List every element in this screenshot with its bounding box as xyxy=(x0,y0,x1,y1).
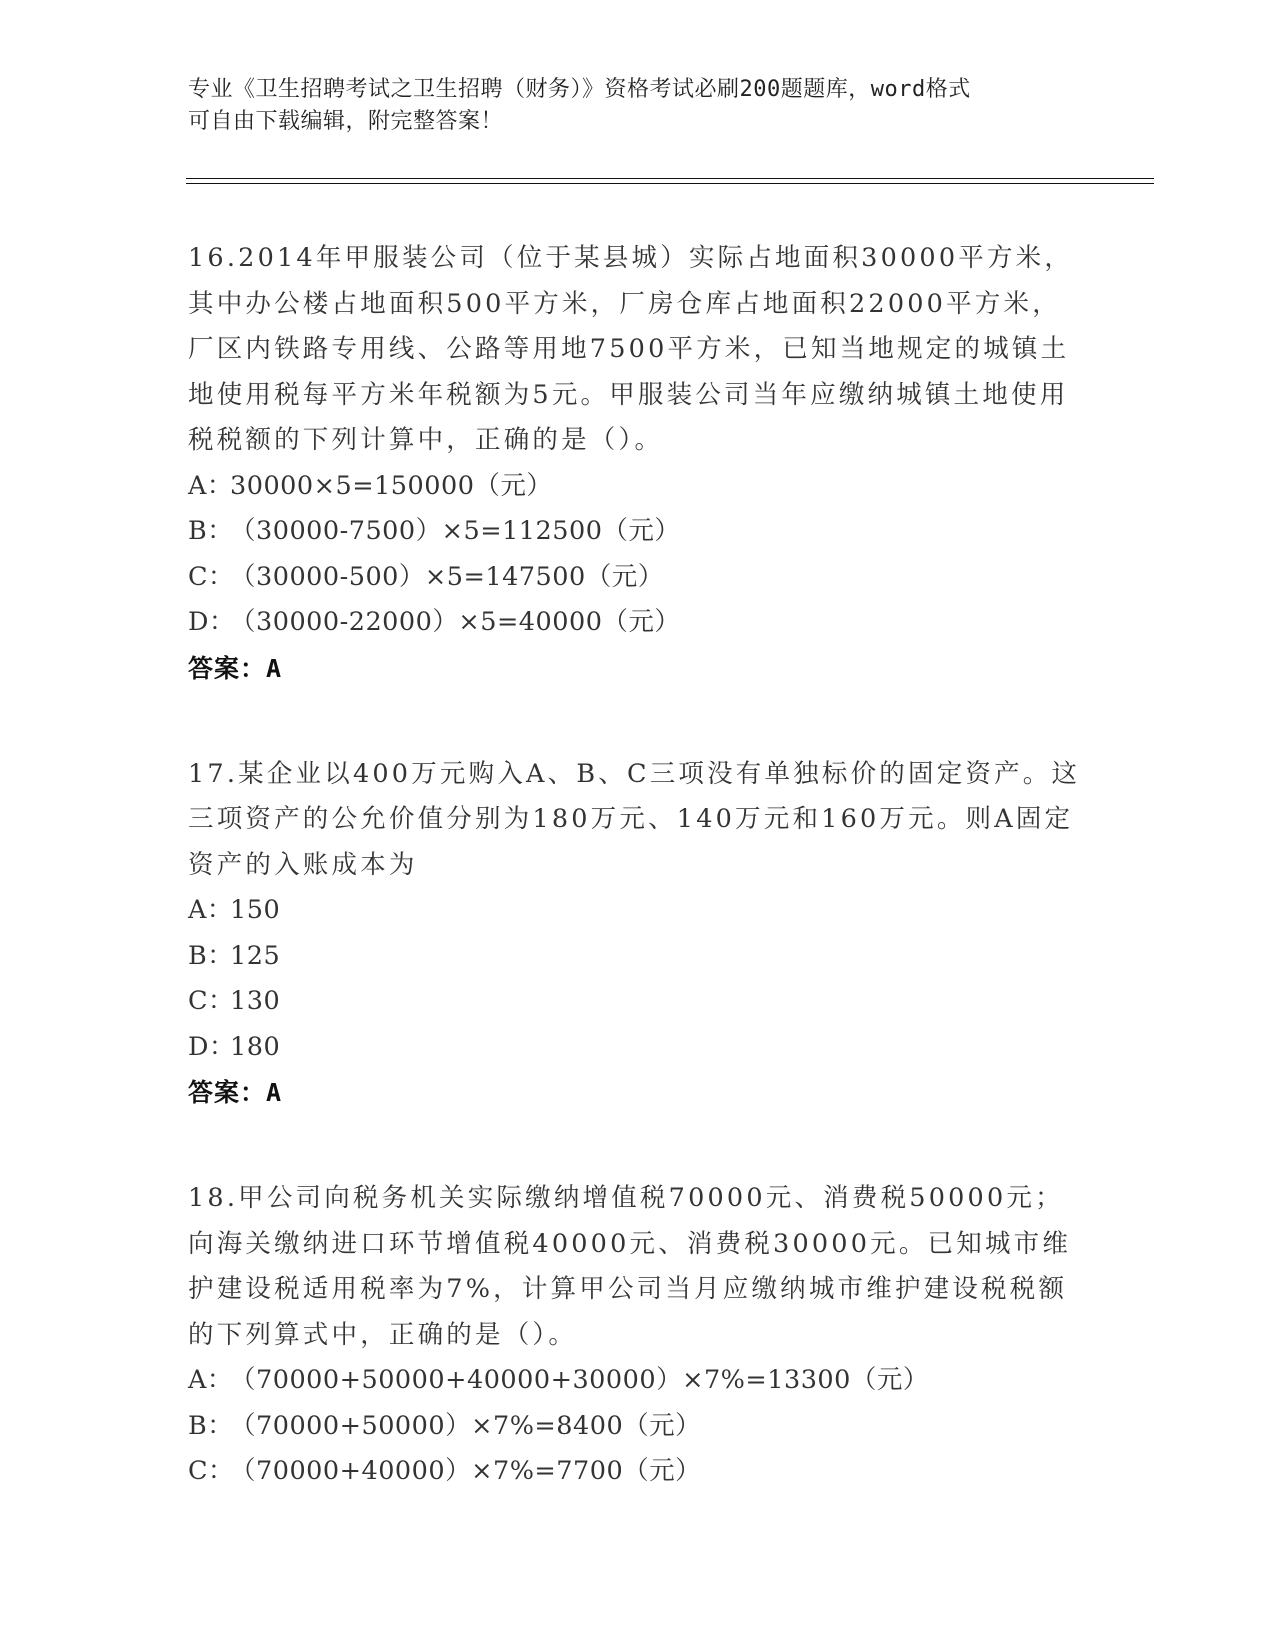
header-divider-bottom xyxy=(186,183,1154,184)
option-c xyxy=(188,555,1088,601)
option-b xyxy=(188,509,1088,555)
option-a xyxy=(188,888,1088,934)
option-letter: C： xyxy=(188,1456,235,1486)
option-text: 30000×5=150000（元） xyxy=(230,470,553,501)
option-letter: D： xyxy=(188,607,235,637)
answer-text: 答案：A xyxy=(188,653,283,683)
option-letter: A： xyxy=(188,1365,233,1395)
option-letter: D： xyxy=(188,1031,235,1062)
option-text: 150 xyxy=(230,895,281,925)
option-text: 180 xyxy=(230,1031,281,1062)
option-d xyxy=(188,600,1088,646)
question-16 xyxy=(188,236,1088,692)
answer-text: 答案：A xyxy=(188,1078,283,1107)
option-text: 130 xyxy=(230,986,281,1016)
question-17 xyxy=(188,752,1088,1117)
option-letter: C： xyxy=(188,986,235,1016)
question-stem: 18.甲公司向税务机关实际缴纳增值税70000元、消费税50000元；向海关缴纳进口环节增值税40000元、消费税30000元。已知城市维护建设税适用税率为7%，计算甲公司当月应缴纳城市维护建设税税额的下列算式中，正确的是（）。 xyxy=(188,1183,1072,1350)
option-text: （30000-7500）×5=112500（元） xyxy=(230,516,681,546)
option-letter: C： xyxy=(188,561,235,592)
page-header xyxy=(188,74,1068,138)
option-letter: B： xyxy=(188,1410,234,1441)
header-line-2: 可自由下载编辑，附完整答案！ xyxy=(188,109,504,134)
option-text: 125 xyxy=(230,940,281,971)
option-b xyxy=(188,1404,1088,1450)
question-stem: 17.某企业以400万元购入A、B、C三项没有单独标价的固定资产。这三项资产的公允价值分别为180万元、140万元和160万元。则A固定资产的入账成本为 xyxy=(188,758,1081,880)
option-a xyxy=(188,464,1088,510)
option-text: （70000+50000+40000+30000）×7%=13300（元） xyxy=(230,1365,929,1395)
option-letter: B： xyxy=(188,940,234,971)
option-text: （30000-500）×5=147500（元） xyxy=(230,561,664,592)
option-letter: B： xyxy=(188,516,234,546)
header-divider-top xyxy=(186,178,1154,179)
question-list xyxy=(188,236,1088,1555)
option-c xyxy=(188,979,1088,1025)
question-stem: 16.2014年甲服装公司（位于某县城）实际占地面积30000平方米，其中办公楼占地面积500平方米，厂房仓库占地面积22000平方米，厂区内铁路专用线、公路等用地7500平方米，已知当地规定的城镇土地使用税每平方米年税额为5元。甲服装公司当年应缴纳城镇土地使用税税额的下列计算中，正确的是（）。 xyxy=(188,243,1074,455)
option-text: （30000-22000）×5=40000（元） xyxy=(230,607,681,637)
option-d xyxy=(188,1025,1088,1071)
option-a xyxy=(188,1358,1088,1404)
option-b xyxy=(188,934,1088,980)
question-18 xyxy=(188,1176,1088,1495)
option-text: （70000+50000）×7%=8400（元） xyxy=(230,1410,702,1441)
option-letter: A： xyxy=(188,895,233,925)
option-c xyxy=(188,1449,1088,1495)
option-letter: A： xyxy=(188,470,233,501)
header-line-1: 专业《卫生招聘考试之卫生招聘（财务）》资格考试必刷200题题库，word格式 xyxy=(188,77,971,102)
option-text: （70000+40000）×7%=7700（元） xyxy=(230,1456,702,1486)
